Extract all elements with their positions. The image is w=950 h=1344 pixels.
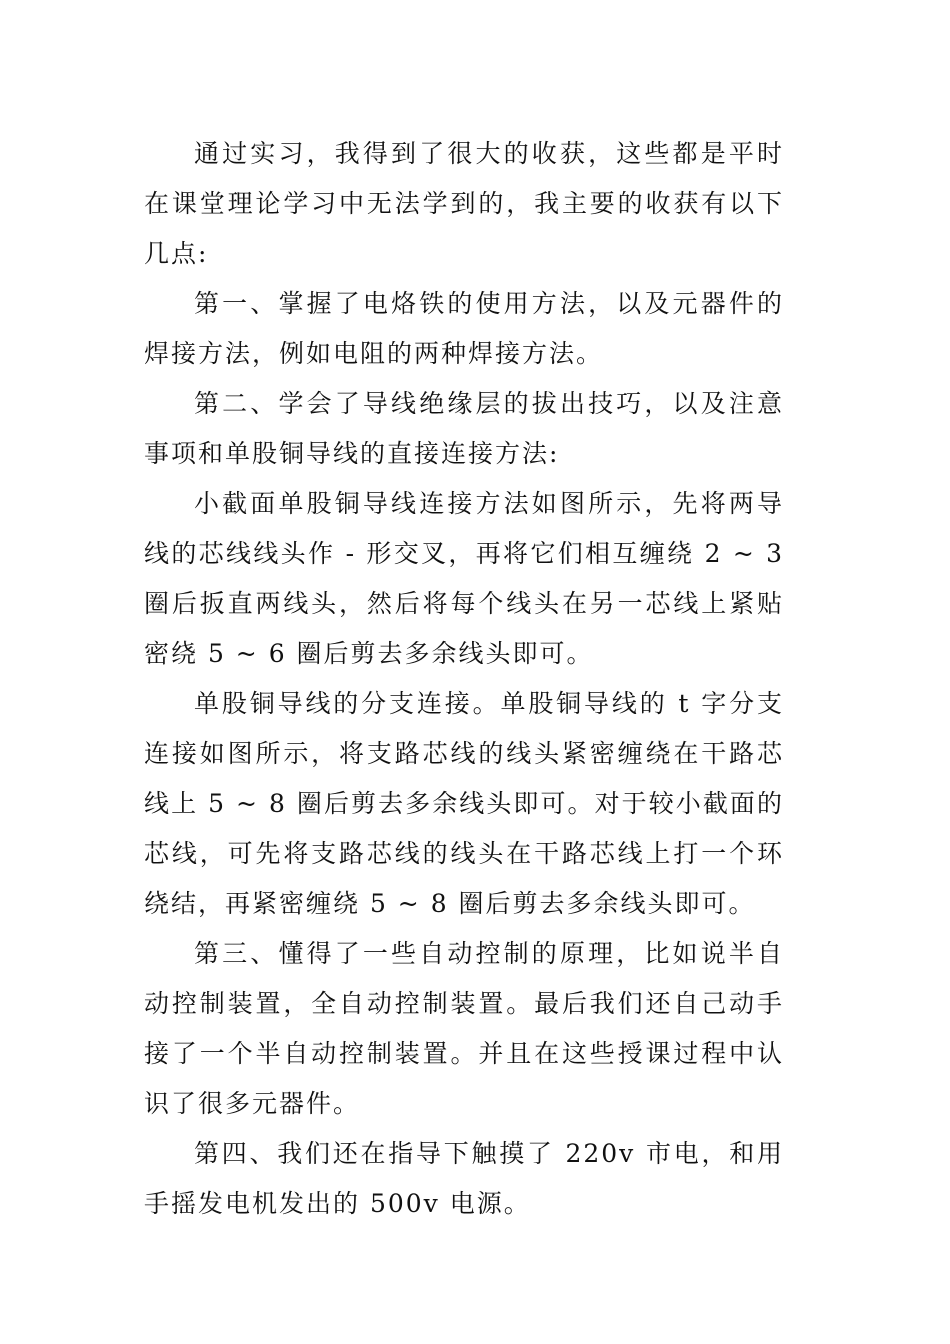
paragraph-wire-connection: 小截面单股铜导线连接方法如图所示，先将两导线的芯线线头作 - 形交叉，再将它们相互缠绕 2 ~ 3 圈后扳直两线头，然后将每个线头在另一芯线上紧贴密绕 5 ~ 6 圈后剪去多余线头即可。: [144, 489, 784, 668]
paragraph-point-four: 第四、我们还在指导下触摸了 220v 市电，和用手摇发电机发出的 500v 电源。: [144, 1139, 784, 1218]
paragraph-point-two: 第二、学会了导线绝缘层的拔出技巧，以及注意事项和单股铜导线的直接连接方法:: [144, 389, 784, 468]
paragraph-intro: 通过实习，我得到了很大的收获，这些都是平时在课堂理论学习中无法学到的，我主要的收获有以下几点:: [144, 139, 784, 268]
document-body: [144, 129, 784, 1229]
paragraph-branch-connection: 单股铜导线的分支连接。单股铜导线的 t 字分支连接如图所示，将支路芯线的线头紧密缠绕在干路芯线上 5 ~ 8 圈后剪去多余线头即可。对于较小截面的芯线，可先将支路芯线的线头在干路芯线上打一个环绕结，再紧密缠绕 5 ~ 8 圈后剪去多余线头即可。: [144, 689, 784, 918]
paragraph-point-one: 第一、掌握了电烙铁的使用方法，以及元器件的焊接方法，例如电阻的两种焊接方法。: [144, 289, 784, 368]
paragraph-point-three: 第三、懂得了一些自动控制的原理，比如说半自动控制装置，全自动控制装置。最后我们还自己动手接了一个半自动控制装置。并且在这些授课过程中认识了很多元器件。: [144, 939, 784, 1118]
